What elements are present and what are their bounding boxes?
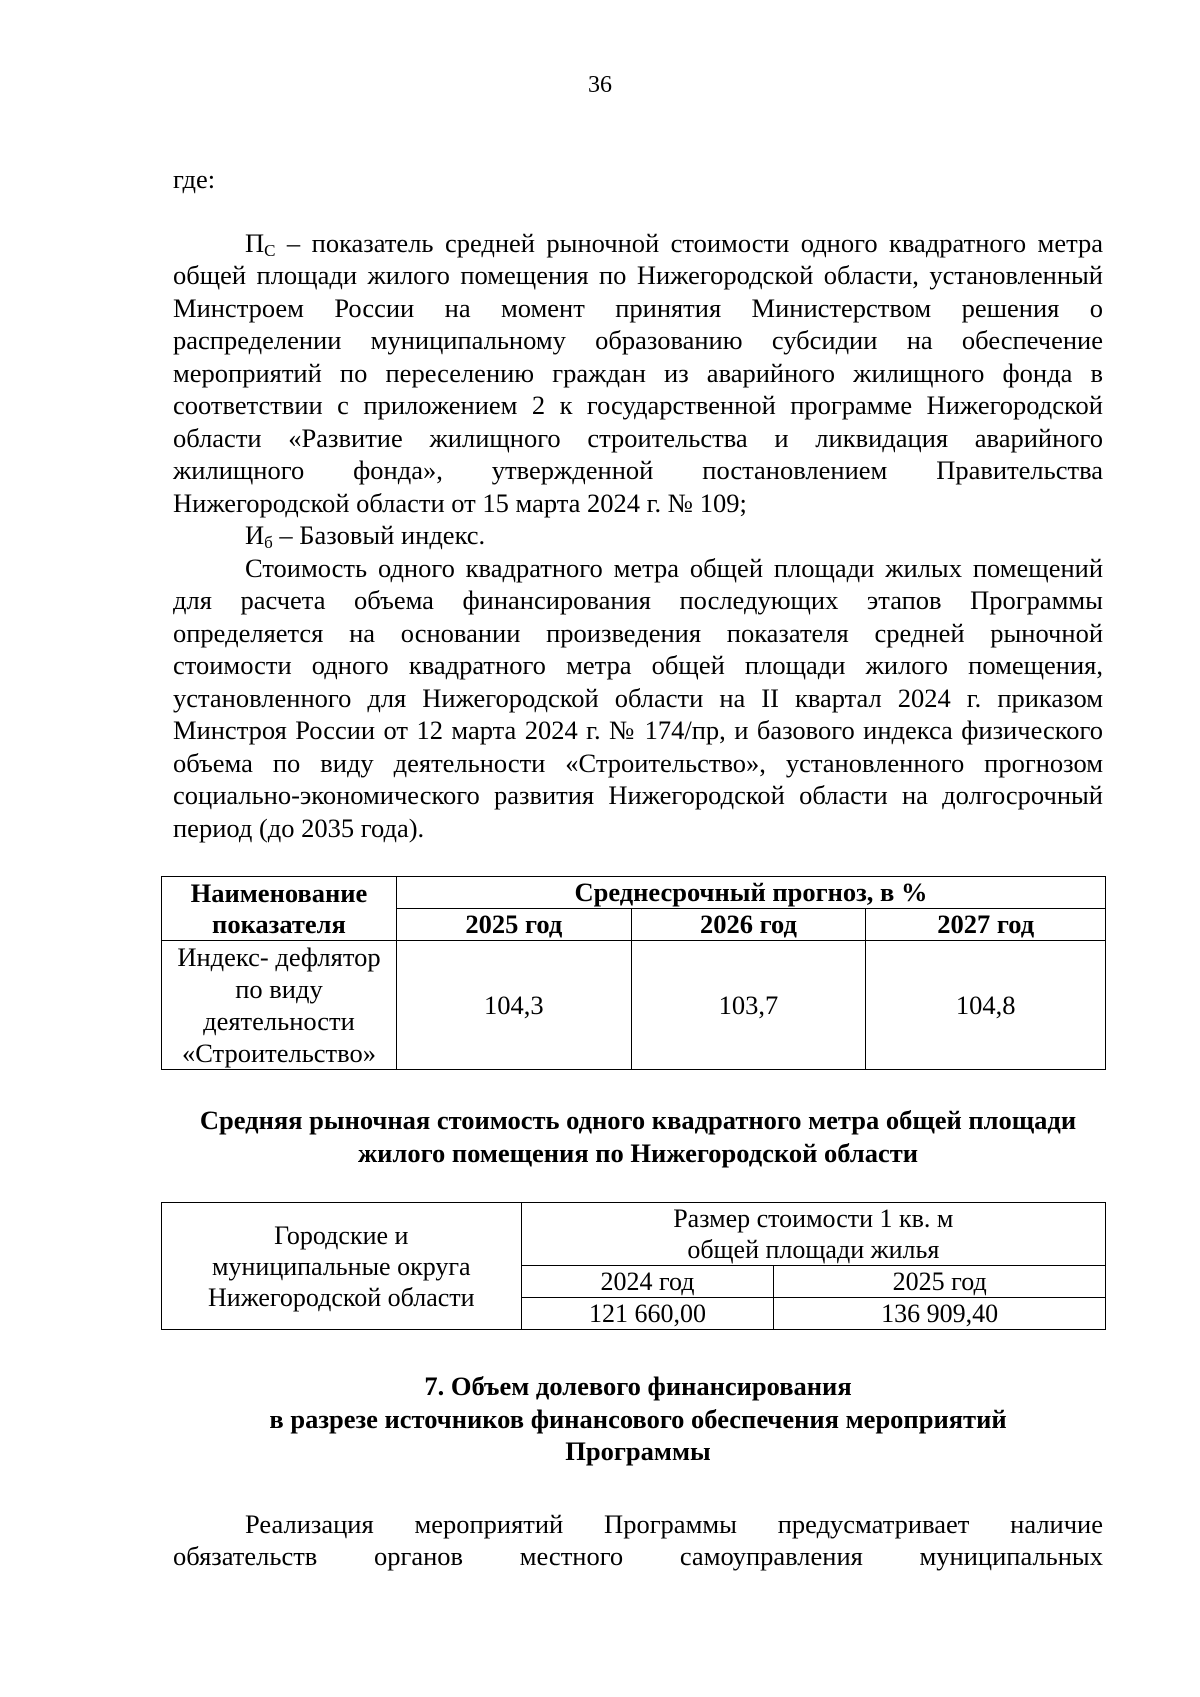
- subscript-ib: б: [264, 533, 273, 552]
- market-cost-table: [161, 1202, 1106, 1330]
- table-cell-value: 104,3: [396, 941, 631, 1070]
- definition-pc-text: – показатель средней рыночной стоимости одного квадратного метра общей площади жилого помещения по Нижегородской области, установленный Минстроем России на момент принятия Министерством решения о распределении муниципальному образованию субсидии на обеспечение мероприятий по переселению граждан из аварийного жилищного фонда в соответствии с приложением 2 к государственной программе Нижегородской области «Развитие жилищного строительства и ликвидация аварийного жилищного фонда», утвержденной постановлением Правительства Нижегородской области от 15 марта 2024 г. № 109;: [173, 227, 1103, 518]
- symbol-ib: И: [245, 520, 265, 550]
- header-indicator-name: Наименование показателя: [162, 877, 397, 941]
- table-row: [162, 1203, 1106, 1266]
- table-cell-value: 103,7: [631, 941, 866, 1070]
- header-districts: Городские и муниципальные округа Нижегородской области: [162, 1203, 522, 1330]
- header-cost-group: Размер стоимости 1 кв. м общей площади жилья: [521, 1203, 1105, 1266]
- table-cell-value: 136 909,40: [774, 1298, 1106, 1330]
- table-cell-value: 121 660,00: [521, 1298, 774, 1330]
- market-cost-title: Средняя рыночная стоимость одного квадратного метра общей площади жилого помещения по Нижегородской области: [199, 1105, 1077, 1168]
- row-indicator-name: Индекс- дефлятор по виду деятельности «Строительство»: [162, 941, 397, 1070]
- subscript-pc: С: [264, 240, 276, 260]
- header-forecast-group: Среднесрочный прогноз, в %: [396, 877, 1105, 909]
- table-row: [162, 877, 1106, 909]
- intro-word: где:: [173, 164, 216, 194]
- paragraph-cost-calculation: Стоимость одного квадратного метра общей площади жилых помещений для расчета объема финансирования последующих этапов Программы определяется на основании произведения показателя средней рыночной стоимости одного квадратного метра общей площади жилого помещения, установленного для Нижегородской области на II квартал 2024 г. приказом Минстроя России от 12 марта 2024 г. № 174/пр, и базового индекса физического объема по виду деятельности «Строительство», установленного прогнозом социально-экономического развития Нижегородской области на долгосрочный период (до 2035 года).: [173, 552, 1103, 843]
- page-number: 36: [588, 72, 612, 98]
- section-7-title-line: Программы: [565, 1436, 711, 1466]
- header-year: 2025 год: [396, 909, 631, 941]
- document-body: [173, 163, 1103, 1573]
- header-year: 2025 год: [774, 1266, 1106, 1298]
- final-paragraph: Реализация мероприятий Программы предусматривает наличие обязательств органов местного самоуправления муниципальных: [173, 1508, 1103, 1571]
- symbol-pc: П: [245, 227, 265, 258]
- header-year: 2027 год: [866, 909, 1106, 941]
- section-7-title-line: в разрезе источников финансового обеспечения мероприятий: [269, 1403, 1007, 1434]
- definition-ib: [173, 519, 1103, 552]
- definition-pc: [173, 227, 1103, 520]
- section-7-title: [173, 1370, 1103, 1468]
- table-row: [162, 941, 1106, 1070]
- header-year: 2024 год: [521, 1266, 774, 1298]
- header-year: 2026 год: [631, 909, 866, 941]
- forecast-table: [161, 876, 1106, 1070]
- definition-ib-text: – Базовый индекс.: [272, 520, 486, 550]
- table-cell-value: 104,8: [866, 941, 1106, 1070]
- section-7-title-line: 7. Объем долевого финансирования: [424, 1371, 852, 1401]
